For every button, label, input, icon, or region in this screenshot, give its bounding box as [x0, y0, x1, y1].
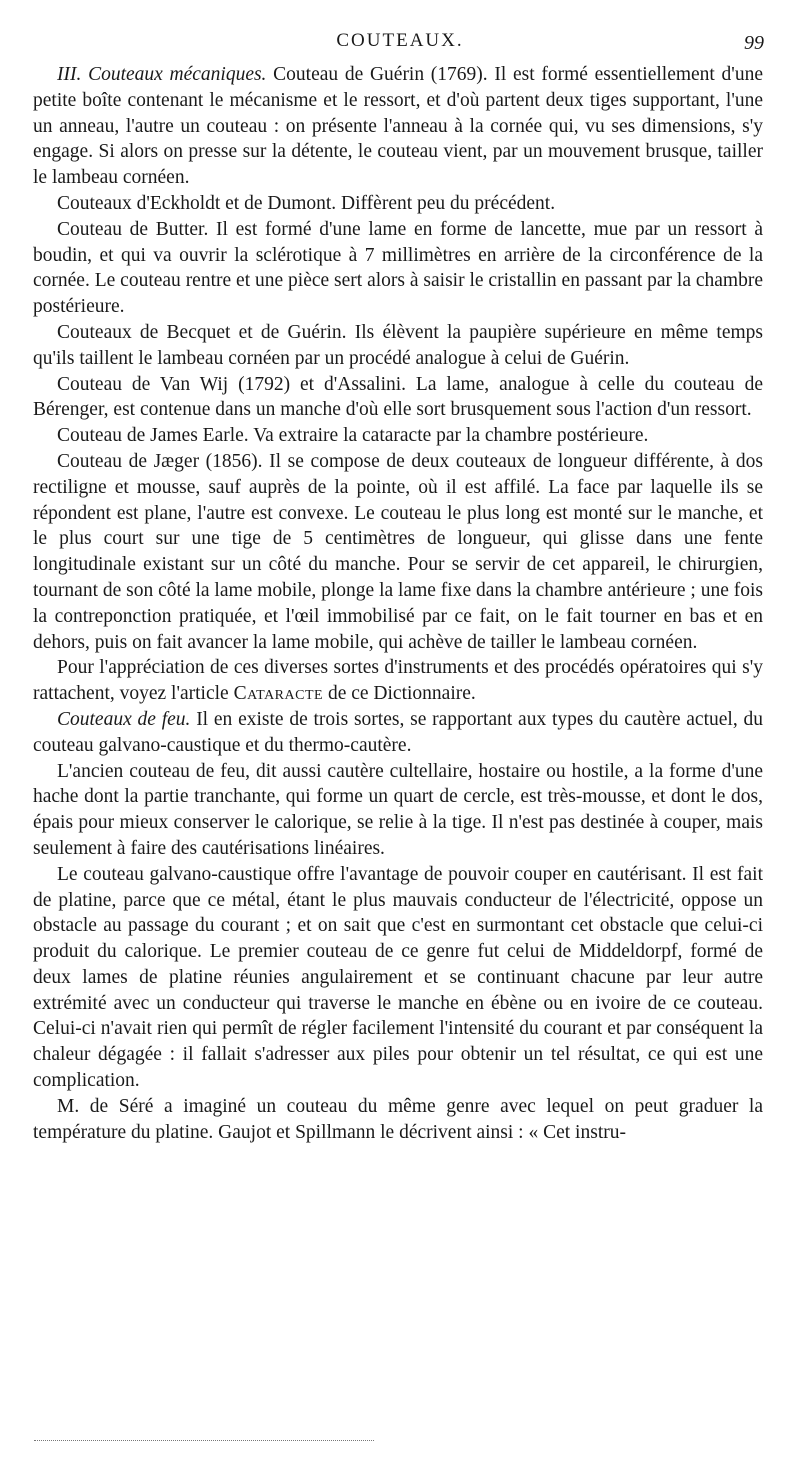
- paragraph-james-earle: Couteau de James Earle. Va extraire la cataracte par la chambre postérieure.: [57, 425, 649, 447]
- paragraph-sere: M. de Séré a imaginé un couteau du même genre avec lequel on peut graduer la température du platine. Gaujot et Spillmann le décrivent ainsi : « Cet instru-: [33, 1095, 763, 1143]
- paragraph-appreciation: [33, 655, 763, 707]
- paragraph-couteaux-de-feu: [33, 707, 763, 759]
- running-head: COUTEAUX.: [336, 30, 464, 51]
- paragraph-galvano-caustique: Le couteau galvano-caustique offre l'avantage de pouvoir couper en cautérisant. Il est fait de platine, parce que ce métal, étant le plus mauvais conducteur de l'électricité, oppose un obstacle au passage du courant ; et on sait que c'est en surmontant cet obstacle que celui-ci produit du calorique. Le premier couteau de ce genre fut celui de Middeldorpf, formé de deux lames de platine réunies angulairement et se continuant chacune par leur autre extrémité avec un conducteur qui traverse le manche en ébène ou en ivoire de ce couteau. Celui-ci n'avait rien qui permît de régler facilement l'intensité du courant et par conséquent la chaleur dégagée : il fallait s'adresser aux piles pour obtenir un tel résultat, ce qui est une complication.: [33, 863, 763, 1092]
- paragraph-butter: Couteau de Butter. Il est formé d'une lame en forme de lancette, mue par un ressort à boudin, et qui va ouvrir la sclérotique à 7 millimètres en arrière de la circonférence de la cornée. Le couteau rentre et une pièce sert alors à saisir le cristallin en passant par la chambre postérieure.: [33, 218, 763, 318]
- paragraph-text: Il en existe de trois sortes, se rapportant aux types du cautère actuel, du couteau galvano-caustique et du thermo-cautère.: [33, 708, 763, 756]
- page-header: [0, 30, 800, 56]
- paragraph-text: de ce Dictionnaire.: [323, 683, 476, 705]
- paragraph-becquet-guerin: Couteaux de Becquet et de Guérin. Ils élèvent la paupière supérieure en même temps qu'ils taillent le lambeau cornéen par un procédé analogue à celui de Guérin.: [33, 321, 763, 369]
- paragraph-van-wij: Couteau de Van Wij (1792) et d'Assalini. La lame, analogue à celle du couteau de Bérenger, est contenue dans un manche d'où elle sort brusquement sous l'action d'un ressort.: [33, 373, 763, 421]
- paragraph-ancien-couteau: L'ancien couteau de feu, dit aussi cautère cultellaire, hostaire ou hostile, a la forme d'une hache dont la partie tranchante, qui forme un quart de cercle, est très-mousse, et dont le dos, épais pour mieux conserver le calorique, se relie à la tige. Il n'est pas destinée à couper, mais seulement à faire des cautérisations linéaires.: [33, 760, 763, 859]
- footer-rule: [34, 1440, 374, 1441]
- body-text: [33, 62, 763, 1145]
- section-heading: Couteaux de feu.: [57, 708, 191, 730]
- section-heading: III. Couteaux mécaniques.: [57, 64, 267, 85]
- paragraph-jaeger: Couteau de Jæger (1856). Il se compose de deux couteaux de longueur différente, à dos rectiligne et mousse, sauf auprès de la pointe, où il est affilé. La face par laquelle ils se répondent est plane, l'autre est convexe. Le couteau le plus long est monté sur le manche, et le plus court sur une tige de 5 centimètres de longueur, qui glisse dans une fente longitudinale existant sur un côté du manche. Pour se servir de cet appareil, le chirurgien, tournant de son côté la lame mobile, plonge la lame fixe dans la chambre antérieure ; une fois la contreponction pratiquée, et l'œil immobilisé par ce fait, on le fait tourner en bas et en dehors, puis on fait avancer la lame mobile, qui achève de tailler le lambeau cornéen.: [33, 450, 763, 653]
- page-number: 99: [744, 32, 764, 54]
- cross-reference: Cataracte: [233, 683, 324, 705]
- paragraph-text: Couteau de Guérin (1769). Il est formé essentiellement d'une petite boîte contenant le mécanisme et le ressort, et d'où partent deux tiges supportant, l'une un anneau, l'autre un couteau : on présente l'anneau à la cornée qui, vu ses dimensions, s'y engage. Si alors on presse sur la détente, le couteau vient, par un mouvement brusque, tailler le lambeau cornéen.: [33, 64, 763, 189]
- paragraph-couteaux-mecaniques: [33, 62, 763, 191]
- paragraph-eckholdt-dumont: Couteaux d'Eckholdt et de Dumont. Diffèrent peu du précédent.: [57, 192, 556, 214]
- paragraph-text: Pour l'appréciation de ces diverses sortes d'instruments et des procédés opératoires qui s'y rattachent, voyez l'article: [33, 657, 763, 705]
